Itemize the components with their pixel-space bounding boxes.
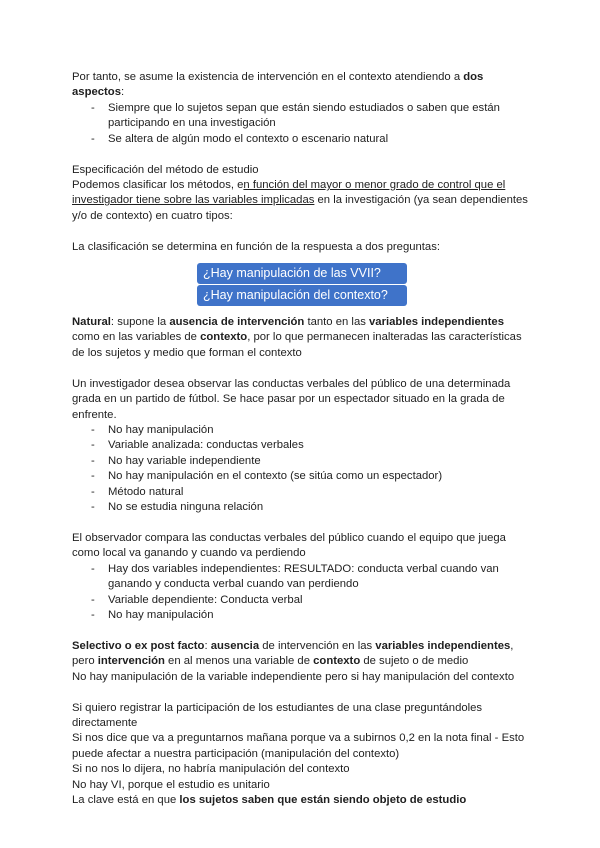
- spec-heading: Especificación del método de estudio: [72, 163, 259, 176]
- natural-t1: : supone la: [110, 316, 170, 329]
- question-box-context: ¿Hay manipulación del contexto?: [197, 285, 407, 306]
- list-item: - Hay dos variables independientes: RESULTADO: conducta verbal cuando van ganando y conducta verbal cuando van perdiendo: [72, 562, 532, 593]
- intro-text: Por tanto, se asume la existencia de intervención en el contexto atendiendo a: [72, 71, 464, 83]
- list-item: - Método natural: [72, 485, 532, 500]
- list-item: - No hay variable independiente: [72, 454, 532, 469]
- example3-line: Si nos dice que va a preguntarnos mañana porque va a subirnos 0,2 en la nota final - Esto puede afectar a nuestra participación (manipulación del contexto): [72, 732, 525, 760]
- selectivo-term: Selectivo o ex post facto: [72, 639, 205, 652]
- selectivo-t3: , pero: [72, 639, 514, 668]
- example3-line: No hay VI, porque el estudio es unitario: [72, 778, 270, 791]
- natural-t2: tanto en las: [304, 316, 370, 329]
- selectivo-line2: No hay manipulación de la variable independiente pero si hay manipulación del contexto: [72, 670, 515, 683]
- natural-term: Natural: [72, 316, 111, 329]
- document-page: [72, 70, 532, 808]
- list-item: - No se estudia ninguna relación: [72, 500, 532, 515]
- example2-bullet-list: [72, 562, 532, 624]
- example3-line: Si quiero registrar la participación de los estudiantes de una clase preguntándoles directamente: [72, 701, 483, 729]
- selectivo-t4: en al menos una variable de: [164, 655, 314, 668]
- example1-text: Un investigador desea observar las conductas verbales del público de una determinada grada en un partido de fútbol. Se hace pasar por un espectador situado en la grada de enfrente.: [72, 377, 511, 421]
- selectivo-b3: intervención: [97, 655, 165, 668]
- questions-diagram: [197, 263, 407, 306]
- selectivo-b1: ausencia: [210, 639, 260, 652]
- intro-bold-aspects: dos aspectos: [72, 71, 484, 99]
- selectivo-t5: de sujeto o de medio: [360, 655, 469, 668]
- spec-text-c: en la investigación (ya sean dependientes y/o de contexto) en cuatro tipos:: [72, 194, 528, 222]
- list-item: - Siempre que lo sujetos sepan que están siendo estudiados o saben que están participando en una investigación: [72, 101, 532, 132]
- natural-t4: , por lo que permanecen inalteradas las características de los sujetos y medio que forman el contexto: [72, 331, 522, 359]
- example3-key: [72, 793, 532, 808]
- natural-t3: como en las variables de: [72, 331, 201, 344]
- example1-bullet-list: [72, 423, 532, 515]
- list-item: - Se altera de algún modo el contexto o escenario natural: [72, 132, 532, 147]
- natural-b2: variables independientes: [369, 316, 504, 329]
- selectivo-t2: de intervención en las: [259, 639, 376, 652]
- intro-bullet-list: [72, 101, 532, 147]
- selectivo-b4: contexto: [313, 655, 361, 668]
- example3-key-bold: los sujetos saben que están siendo objeto de estudio: [179, 794, 467, 807]
- example2-text: El observador compara las conductas verbales del público cuando el equipo que juega como local va ganando y cuando va perdiendo: [72, 531, 506, 560]
- selectivo-b2: variables independientes: [375, 639, 511, 652]
- list-item: - Variable analizada: conductas verbales: [72, 438, 532, 453]
- spec-paragraph: [72, 178, 532, 224]
- natural-b3: contexto: [200, 331, 248, 344]
- natural-b1: ausencia de intervención: [169, 316, 305, 329]
- list-item: - No hay manipulación: [72, 608, 532, 623]
- spec-underlined-text: n función del mayor o menor grado de control que el investigador tiene sobre las variables implicadas: [72, 178, 506, 207]
- selectivo-t1: :: [204, 639, 211, 652]
- spec-text-a: Podemos clasificar los métodos, e: [72, 178, 244, 191]
- natural-paragraph: [72, 315, 532, 361]
- intro-colon: :: [120, 86, 125, 99]
- selectivo-paragraph: [72, 639, 532, 670]
- question-box-vvii: ¿Hay manipulación de las VVII?: [197, 263, 407, 284]
- intro-paragraph: [72, 70, 532, 101]
- example3-key-text: La clave está en que: [72, 794, 180, 807]
- list-item: - Variable dependiente: Conducta verbal: [72, 593, 532, 608]
- example3-line: Si no nos lo dijera, no habría manipulación del contexto: [72, 763, 350, 776]
- classification-text: La clasificación se determina en función de la respuesta a dos preguntas:: [72, 240, 441, 253]
- list-item: - No hay manipulación: [72, 423, 532, 438]
- list-item: - No hay manipulación en el contexto (se sitúa como un espectador): [72, 469, 532, 484]
